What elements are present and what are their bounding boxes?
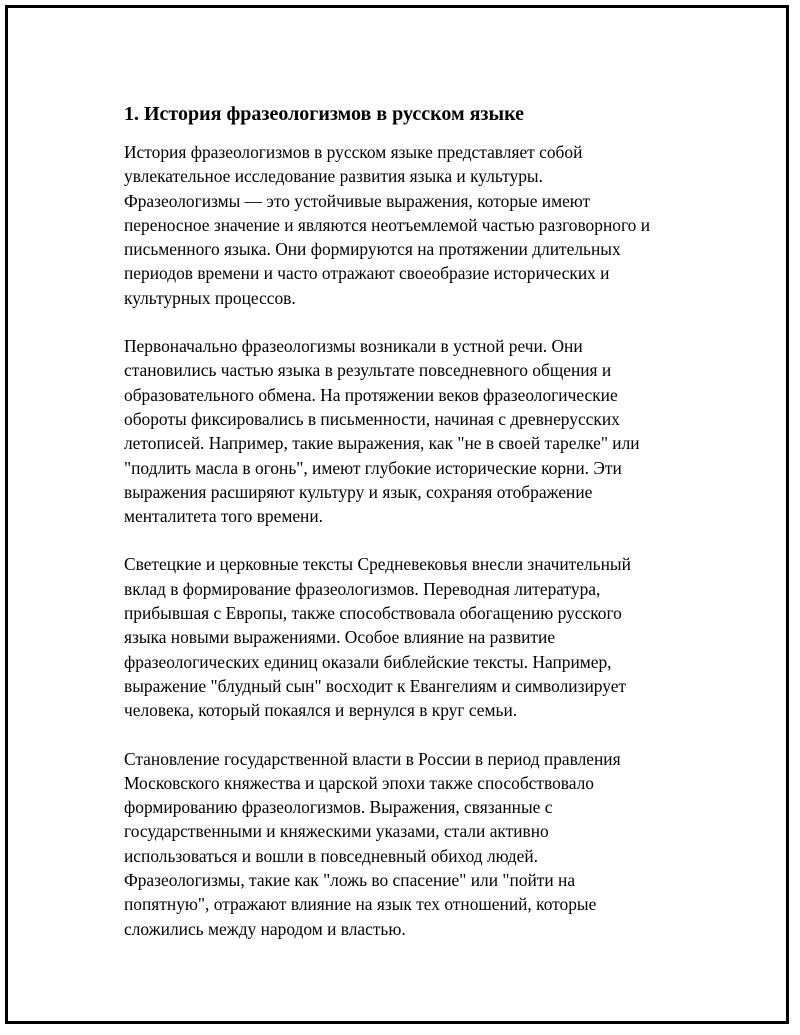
- paragraph-3: [124, 552, 704, 722]
- text-line: использоваться и вошли в повседневный обиход людей.: [124, 845, 538, 866]
- text-line: фразеологических единиц оказали библейские тексты. Например,: [124, 651, 612, 672]
- text-line: вклад в формирование фразеологизмов. Переводная литература,: [124, 578, 601, 599]
- paragraph-1: [124, 140, 704, 310]
- text-line: Становление государственной власти в России в период правления: [124, 748, 621, 769]
- text-line: выражения расширяют культуру и язык, сохраняя отображение: [124, 481, 593, 502]
- text-line: письменного языка. Они формируются на протяжении длительных: [124, 239, 621, 260]
- text-line: Московского княжества и царской эпохи также способствовало: [124, 772, 595, 793]
- text-line: История фразеологизмов в русском языке представляет собой: [124, 142, 583, 162]
- text-line: прибывшая с Европы, также способствовала обогащению русского: [124, 603, 622, 624]
- text-line: сложились между народом и властью.: [124, 918, 406, 939]
- text-line: становились частью языка в результате повседневного общения и: [124, 360, 612, 381]
- text-line: выражение "блудный сын" восходит к Евангелиям и символизирует: [124, 675, 627, 696]
- text-line: языка новыми выражениями. Особое влияние на развитие: [124, 627, 556, 648]
- text-line: культурных процессов.: [124, 287, 296, 308]
- paragraph-4: [124, 747, 704, 941]
- text-line: попятную", отражают влияние на язык тех отношений, которые: [124, 894, 597, 915]
- text-line: человека, который покаялся и вернулся в круг семьи.: [124, 700, 518, 721]
- text-line: Светецкие и церковные тексты Средневековья внесли значительный: [124, 554, 631, 575]
- text-line: переносное значение и являются неотъемлемой частью разговорного и: [124, 214, 650, 235]
- text-line: образовательного обмена. На протяжении веков фразеологические: [124, 384, 618, 405]
- page-frame: [5, 5, 789, 1024]
- text-line: Первоначально фразеологизмы возникали в устной речи. Они: [124, 336, 583, 357]
- text-line: летописей. Например, такие выражения, как "не в своей тарелке" или: [124, 433, 640, 454]
- text-line: обороты фиксировались в письменности, начиная с древнерусских: [124, 408, 620, 429]
- text-line: периодов времени и часто отражают своеобразие исторических и: [124, 263, 610, 284]
- text-line: Фразеологизмы, такие как "ложь во спасение" или "пойти на: [124, 870, 576, 891]
- paragraph-2: [124, 334, 704, 528]
- section-heading: 1. История фразеологизмов в русском языке: [124, 103, 524, 125]
- text-line: "подлить масла в огонь", имеют глубокие исторические корни. Эти: [124, 457, 622, 478]
- text-line: государственными и княжескими указами, стали активно: [124, 821, 549, 842]
- text-line: увлекательное исследование развития языка и культуры.: [124, 166, 543, 187]
- document-body: [124, 102, 704, 965]
- text-line: Фразеологизмы — это устойчивые выражения, которые имеют: [124, 190, 591, 211]
- text-line: формированию фразеологизмов. Выражения, связанные с: [124, 797, 553, 818]
- text-line: менталитета того времени.: [124, 506, 324, 527]
